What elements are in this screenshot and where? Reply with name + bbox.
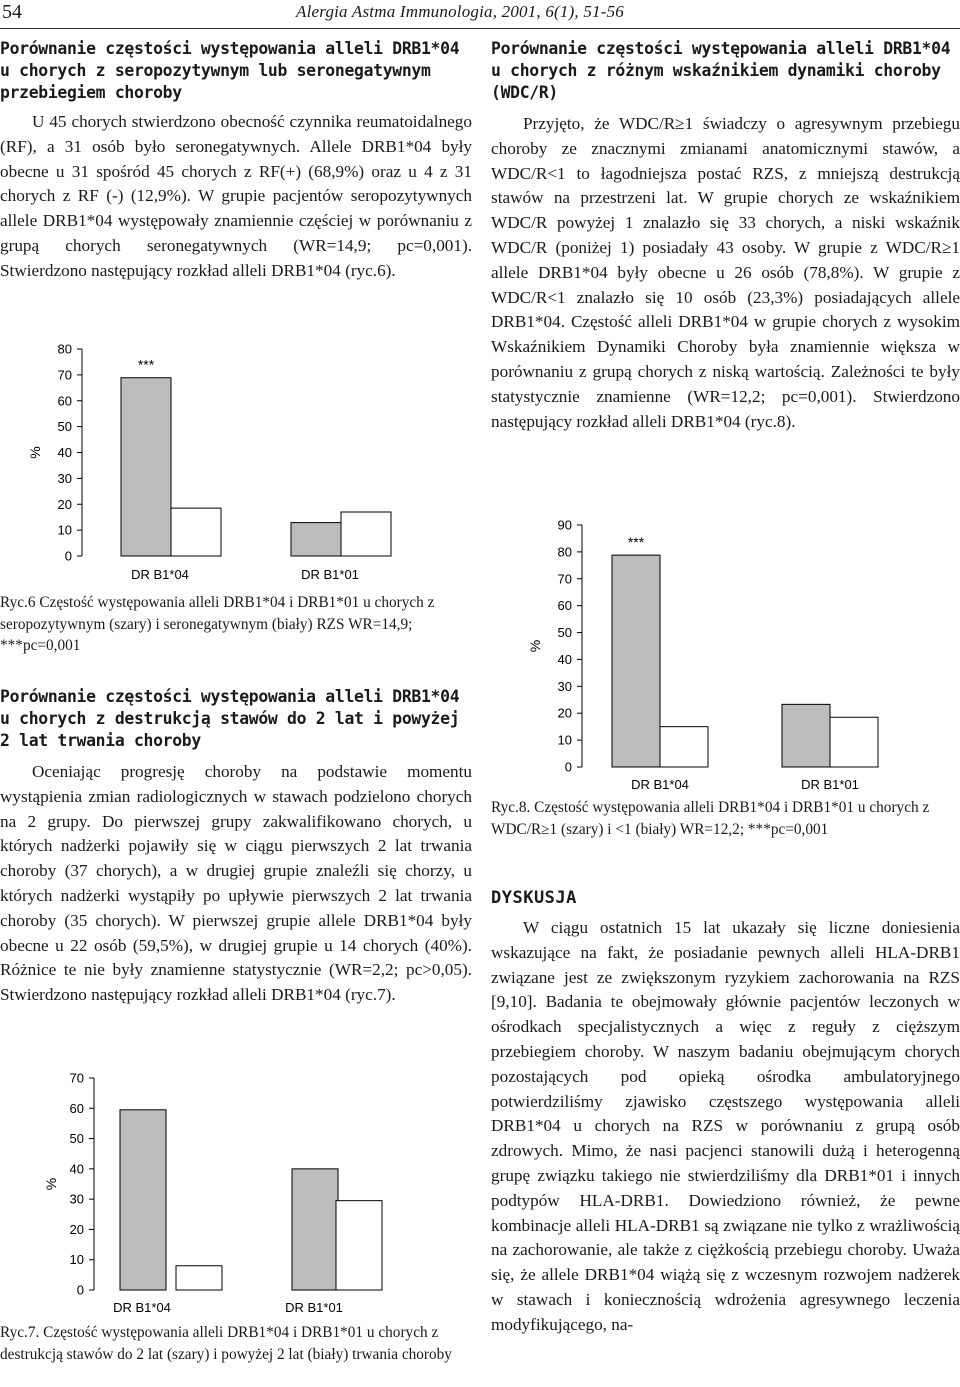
category-label: DR B1*04 — [631, 777, 689, 792]
y-axis-label: % — [527, 639, 543, 653]
y-tick-label: 30 — [69, 1191, 84, 1207]
figure-caption-ryc7: Ryc.7. Częstość występowania alleli DRB1*04 i DRB1*01 u chorych z destrukcją stawów do 2 lat (szary) i powyżej 2 lat (biały) trwania choroby — [0, 1324, 452, 1363]
y-axis-label: % — [43, 1177, 59, 1191]
header-rule — [0, 28, 960, 29]
y-tick-label: 20 — [69, 1221, 84, 1237]
y-tick-label: 60 — [69, 1100, 84, 1116]
section-wdcr — [491, 38, 960, 434]
significance-marker: *** — [627, 534, 645, 551]
y-tick-label: 80 — [557, 544, 572, 560]
y-tick-label: 50 — [57, 419, 72, 435]
page-number: 54 — [2, 1, 22, 23]
figure-caption-ryc8: Ryc.8. Częstość występowania alleli DRB1*04 i DRB1*01 u chorych z WDC/R≥1 (szary) i <1 (biały) WR=12,2; ***pc=0,001 — [491, 799, 930, 838]
y-tick-label: 60 — [557, 598, 572, 614]
figure-ryc6 — [20, 335, 420, 590]
category-label: DR B1*04 — [113, 1300, 171, 1315]
y-tick-label: 0 — [76, 1282, 84, 1298]
section-title: Porównanie częstości występowania alleli DRB1*04 u chorych z seropozytywnym lub seronegatywnym przebiegiem choroby — [0, 39, 460, 102]
y-tick-label: 0 — [564, 759, 572, 775]
y-tick-label: 10 — [557, 732, 572, 748]
bar-chart-ryc6 — [20, 335, 420, 585]
figure-caption-ryc6: Ryc.6 Częstość występowania alleli DRB1*04 i DRB1*01 u chorych z seropozytywnym (szary) i seronegatywnym (biały) RZS WR=14,9; ***pc=0,001 — [0, 594, 435, 654]
y-tick-label: 40 — [557, 651, 572, 667]
y-tick-label: 60 — [57, 393, 72, 409]
bar-gray — [782, 704, 830, 767]
figure-ryc7 — [30, 1060, 430, 1330]
figure-ryc8 — [520, 515, 940, 800]
bar-white — [176, 1266, 222, 1290]
y-tick-label: 0 — [64, 548, 72, 564]
section-seropositive — [0, 38, 472, 284]
section-discussion — [491, 888, 960, 1338]
bar-gray — [121, 378, 171, 556]
bar-white — [336, 1201, 382, 1290]
y-tick-label: 10 — [69, 1252, 84, 1268]
discussion-body: W ciągu ostatnich 15 lat ukazały się liczne doniesienia wskazujące na fakt, że posiadanie pewnych alleli HLA-DRB1 związane jest ze zwiększonym ryzykiem zachorowania na RZS [9,10]. Badania te obejmowały głównie pacjentów leczonych w ośrodkach specjalistycznych a więc z reguły z cięższym przebiegiem choroby. W naszym badaniu obejmującym chorych pozostających pod opieką ośrodka ambulatoryjnego potwierdziliśmy zjawisko częstszego występowania alleli DRB1*04 u chorych na RZS w porównaniu z grupą osób zdrowych. Mimo, że nasi pacjenci stanowili dużą i heterogenną grupę związku takiego nie stwierdziliśmy dla DRB1*01 i innych podtypów HLA-DRB1. Dowiedziono również, że pewne kombinacje alleli HLA-DRB1 są związane nie tylko z wrażliwością na zachorowanie, ale także z ciężkością przebiegu choroby. Uważa się, że allele DRB1*04 wiążą się z wczesnym rozwojem nadżerek w stawach i koniecznością wdrożenia agresywnego leczenia modyfikującego, na- — [491, 918, 960, 1334]
bar-white — [660, 727, 708, 767]
bar-gray — [120, 1110, 166, 1290]
y-tick-label: 50 — [69, 1131, 84, 1147]
category-label: DR B1*01 — [801, 777, 859, 792]
y-tick-label: 50 — [557, 625, 572, 641]
bar-white — [171, 508, 221, 556]
journal-citation: Alergia Astma Immunologia, 2001, 6(1), 51-56 — [296, 2, 624, 21]
section-body: Oceniając progresję choroby na podstawie momentu wystąpienia zmian radiologicznych w stawach podzielono chorych na 2 grupy. Do pierwszej grupy zakwalifikowano chorych, u których nadżerki pojawiły się w ciągu pierwszych 2 lat trwania choroby (37 chorych), a w drugiej grupie znaleźli się chorzy, u których nadżerki wystąpiły po upływie pierwszych 2 lat trwania choroby (35 chorych). W pierwszej grupie allele DRB1*04 były obecne u 22 osób (59,5%), w drugiej grupie u 14 chorych (40%). Różnice te nie były znamienne statystycznie (WR=2,2; pc>0,05). Stwierdzono następujący rozkład alleli DRB1*04 (ryc.7). — [0, 762, 472, 1005]
bar-chart-ryc7 — [30, 1060, 430, 1325]
bar-white — [830, 717, 878, 767]
section-joint-destruction — [0, 686, 472, 1008]
section-title: Porównanie częstości występowania alleli DRB1*04 u chorych z destrukcją stawów do 2 lat i powyżej 2 lat trwania choroby — [0, 687, 460, 750]
significance-marker: *** — [137, 356, 155, 373]
y-tick-label: 30 — [557, 678, 572, 694]
category-label: DR B1*01 — [285, 1300, 343, 1315]
y-tick-label: 70 — [57, 367, 72, 383]
y-tick-label: 10 — [57, 522, 72, 538]
bar-white — [341, 512, 391, 556]
bar-gray — [292, 1169, 338, 1290]
y-tick-label: 90 — [557, 517, 572, 533]
category-label: DR B1*04 — [131, 567, 189, 582]
bar-chart-ryc8 — [520, 515, 940, 795]
y-tick-label: 40 — [57, 445, 72, 460]
y-axis-label: % — [27, 446, 43, 459]
y-tick-label: 80 — [57, 341, 72, 357]
y-tick-label: 70 — [69, 1070, 84, 1086]
section-body: U 45 chorych stwierdzono obecność czynnika reumatoidalnego (RF), a 31 osób było seronegatywnych. Allele DRB1*04 były obecne u 31 spośród 45 chorych z RF(+) (68,9%) oraz u 4 z 31 chorych z RF (-) (12,9%). W grupie pacjentów seropozytywnych allele DRB1*04 występowały znamiennie częściej w porównaniu z grupą chorych seronegatywnych (WR=14,9; pc=0,001). Stwierdzono następujący rozkład alleli DRB1*04 (ryc.6). — [0, 112, 472, 280]
section-body: Przyjęto, że WDC/R≥1 świadczy o agresywnym przebiegu choroby ze znacznymi zmianami anatomicznymi stawów, a WDC/R<1 to łagodniejsza postać RZS, z mniejszą destrukcją stawów na przestrzeni lat. W grupie chorych ze wskaźnikiem WDC/R powyżej 1 znalazło się 33 chorych, a niski wskaźnik WDC/R (poniżej 1) posiadały 43 osoby. W grupie z WDC/R≥1 allele DRB1*04 były obecne u 26 osób (78,8%). W grupie z WDC/R<1 znalazło się 10 osób (23,3%) posiadających allele DRB1*04. Częstość alleli DRB1*04 w grupie chorych z wysokim Wskaźnikiem Dynamiki Choroby była znamiennie większa w porównaniu z grupą chorych z niską wartością. Zależności te były statystycznie znamienne (WR=12,2; pc=0,001). Stwierdzono następujący rozkład alleli DRB1*04 (ryc.8). — [491, 114, 960, 431]
discussion-title: DYSKUSJA — [491, 888, 577, 908]
category-label: DR B1*01 — [301, 567, 359, 582]
y-tick-label: 20 — [57, 496, 72, 512]
y-tick-label: 30 — [57, 470, 72, 486]
section-title: Porównanie częstości występowania alleli DRB1*04 u chorych z różnym wskaźnikiem dynamiki choroby (WDC/R) — [491, 39, 951, 102]
y-tick-label: 70 — [557, 571, 572, 587]
bar-gray — [612, 555, 660, 767]
y-tick-label: 20 — [557, 705, 572, 721]
bar-gray — [291, 523, 341, 556]
y-tick-label: 40 — [69, 1161, 84, 1177]
